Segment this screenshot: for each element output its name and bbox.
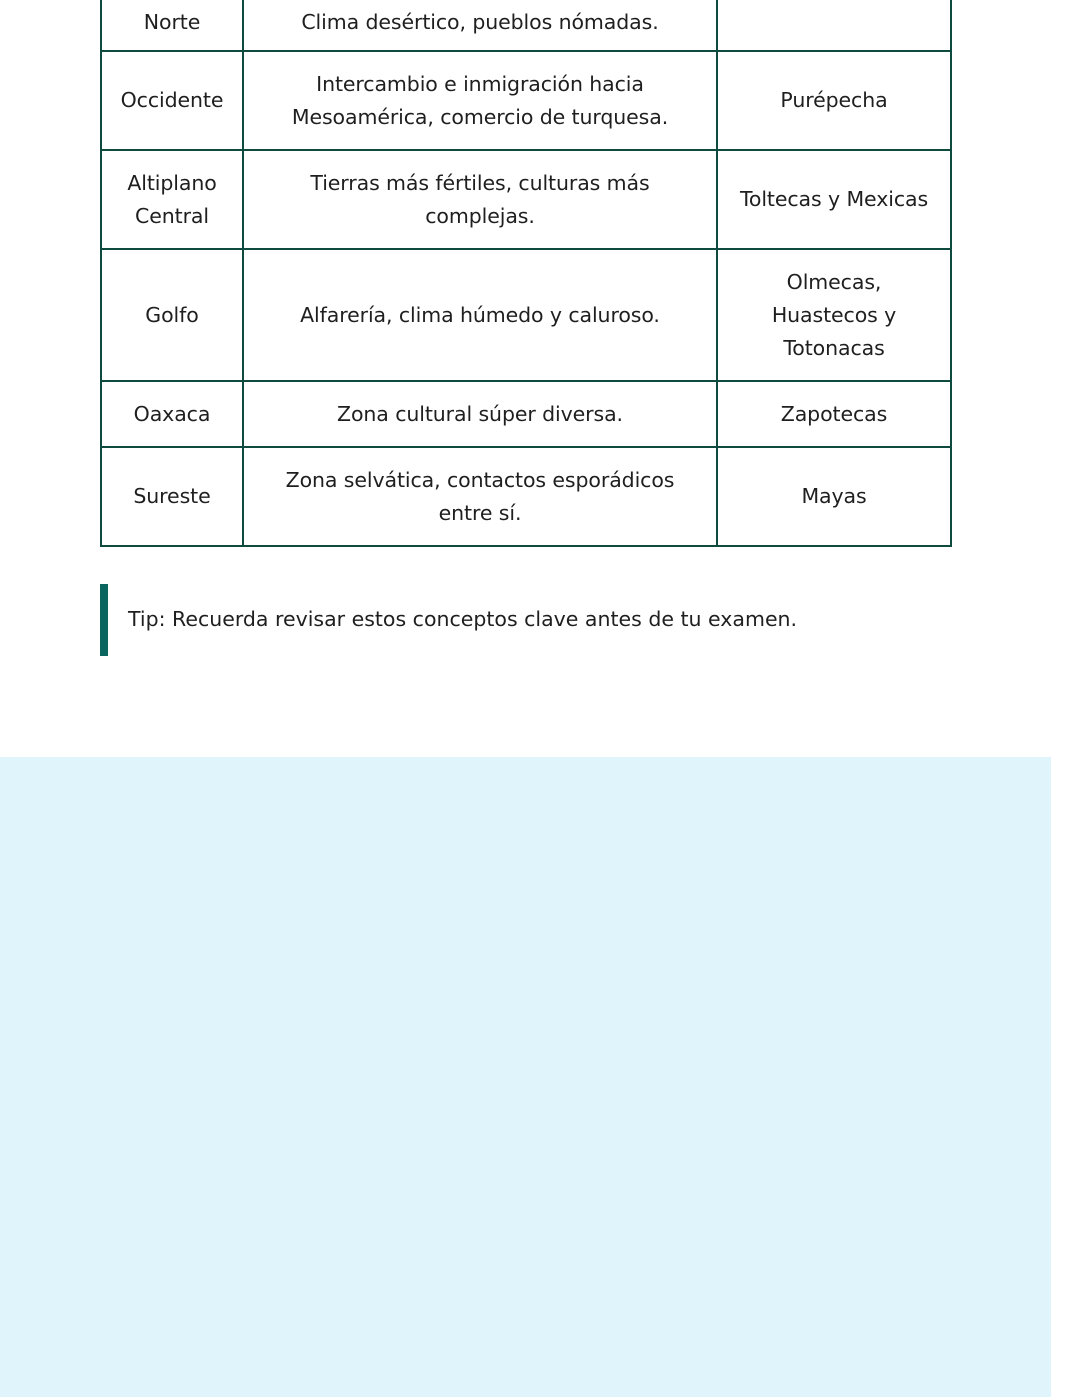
zone-cell: Occidente xyxy=(101,51,243,150)
table-row xyxy=(101,51,951,150)
description-cell: Zona cultural súper diversa. xyxy=(243,381,717,447)
zone-cell: Sureste xyxy=(101,447,243,546)
cultures-cell: Zapotecas xyxy=(717,381,951,447)
bottom-panel xyxy=(0,757,1051,1397)
description-cell: Clima desértico, pueblos nómadas. xyxy=(243,0,717,51)
cultures-cell: Purépecha xyxy=(717,51,951,150)
description-cell: Alfarería, clima húmedo y caluroso. xyxy=(243,249,717,381)
table-row xyxy=(101,249,951,381)
cultures-cell xyxy=(717,0,951,51)
zone-cell: Oaxaca xyxy=(101,381,243,447)
table-row xyxy=(101,150,951,249)
zones-table xyxy=(100,0,952,547)
tip-callout xyxy=(100,584,960,656)
table-row xyxy=(101,381,951,447)
zone-cell: Golfo xyxy=(101,249,243,381)
cultures-cell: Mayas xyxy=(717,447,951,546)
description-cell: Intercambio e inmigración hacia Mesoamérica, comercio de turquesa. xyxy=(243,51,717,150)
zone-cell: Norte xyxy=(101,0,243,51)
table-row xyxy=(101,0,951,51)
cultures-cell: Olmecas, Huastecos y Totonacas xyxy=(717,249,951,381)
table-row xyxy=(101,447,951,546)
cultures-cell: Toltecas y Mexicas xyxy=(717,150,951,249)
description-cell: Tierras más fértiles, culturas más complejas. xyxy=(243,150,717,249)
description-cell: Zona selvática, contactos esporádicos entre sí. xyxy=(243,447,717,546)
tip-text: Tip: Recuerda revisar estos conceptos clave antes de tu examen. xyxy=(128,607,798,631)
zone-cell: Altiplano Central xyxy=(101,150,243,249)
